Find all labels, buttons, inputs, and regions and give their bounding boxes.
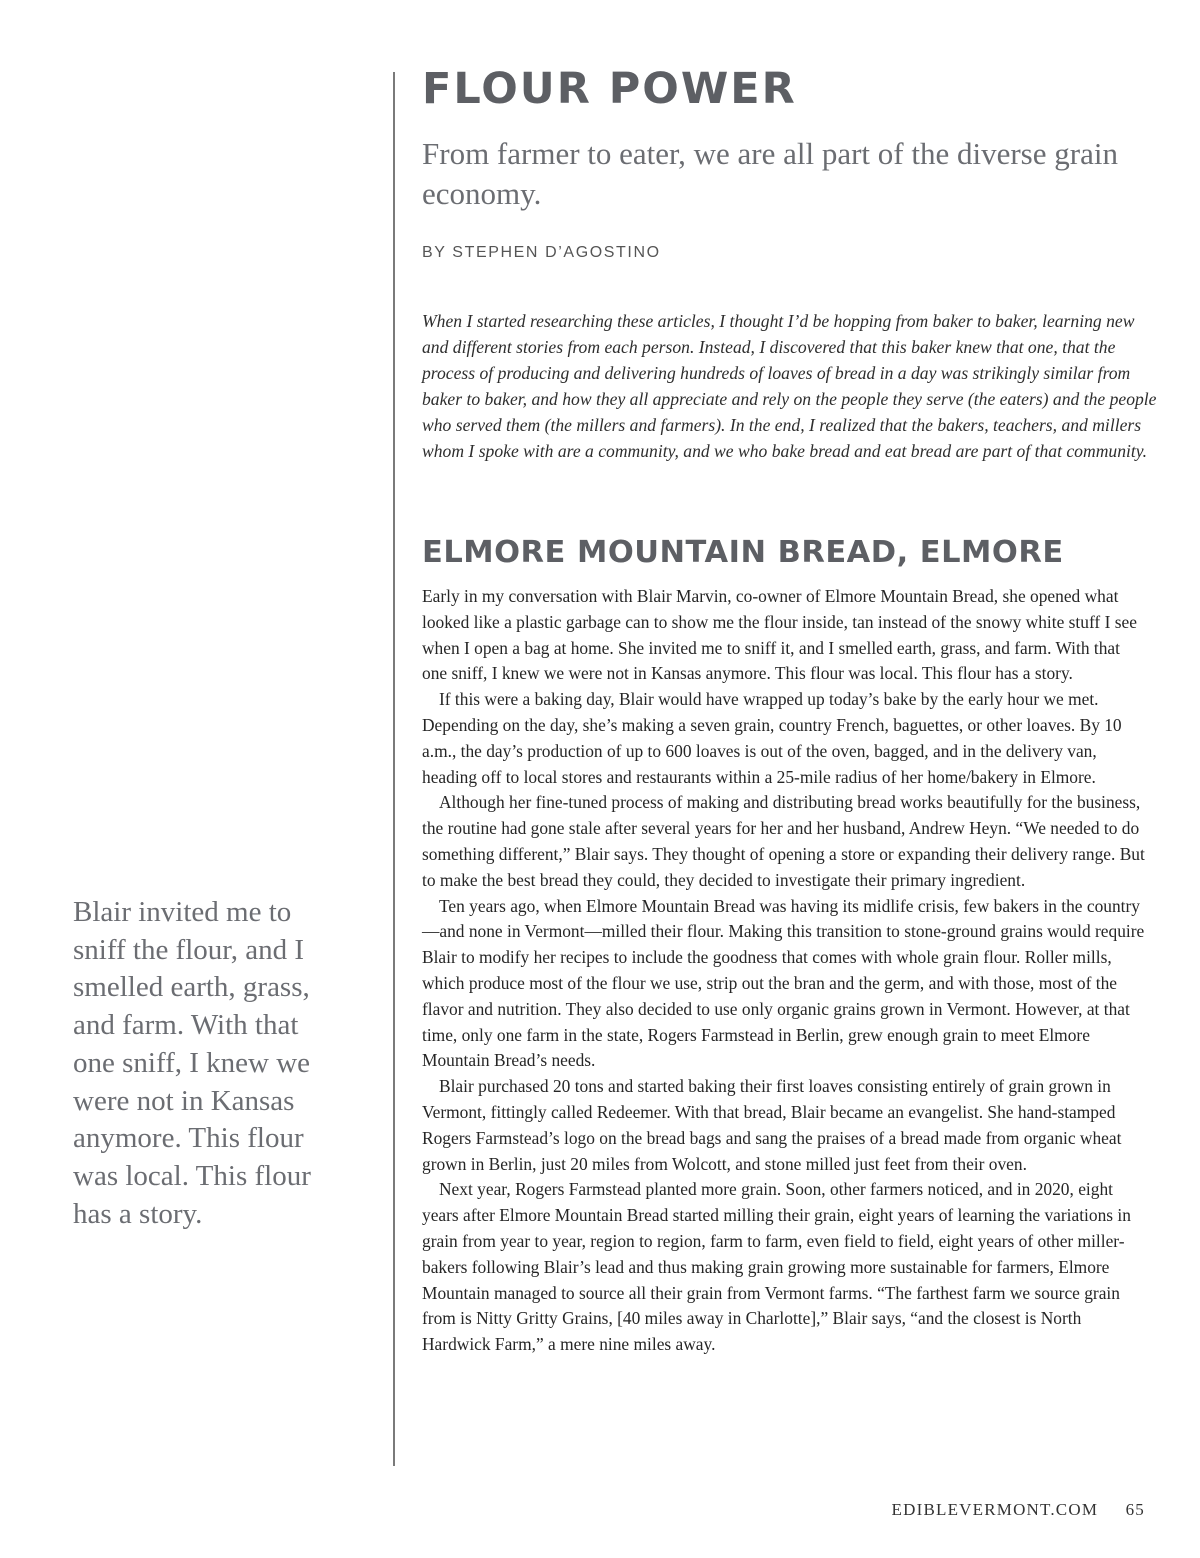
page-footer — [892, 1500, 1145, 1520]
body-paragraph: Ten years ago, when Elmore Mountain Bread was having its midlife crisis, few bakers in the country—and none in Vermont—milled their flour. Making this transition to stone-ground grains would require Blair to modify her recipes to include the goodness that comes with whole grain flour. Roller mills, which produce most of the flour we use, strip out the bran and the germ, and with those, most of the flavor and nutrition. They also decided to use only organic grains grown in Vermont. However, at that time, only one farm in the state, Rogers Farmstead in Berlin, grew enough grain to meet Elmore Mountain Bread’s needs. — [422, 895, 1145, 1071]
body-paragraph: Early in my conversation with Blair Marvin, co-owner of Elmore Mountain Bread, she opened what looked like a plastic garbage can to show me the flour inside, tan instead of the snowy white stuff I see when I open a bag at home. She invited me to sniff it, and I smelled earth, grass, and farm. With that one sniff, I knew we were not in Kansas anymore. This flour was local. This flour has a story. — [422, 586, 1137, 684]
body-paragraph: Next year, Rogers Farmstead planted more grain. Soon, other farmers noticed, and in 2020, eight years after Elmore Mountain Bread started milling their grain, eight years of learning the variations in grain from year to year, region to region, farm to farm, even field to field, eight years of other miller-bakers following Blair’s lead and thus making grain growing more sustainable for farmers, Elmore Mountain managed to source all their grain from Vermont farms. “The farthest farm we source grain from is Nitty Gritty Grains, [40 miles away in Charlotte],” Blair says, “and the closest is North Hardwick Farm,” a mere nine miles away. — [422, 1179, 1131, 1355]
column-divider-rule — [393, 72, 395, 1466]
article-byline: BY STEPHEN D’AGOSTINO — [422, 244, 661, 261]
pull-quote: Blair invited me to sniff the flour, and I smelled earth, grass, and farm. With that one sniff, I knew we were not in Kansas anymore. This flour was local. This flour has a story. — [73, 896, 311, 1230]
body-paragraph: Although her fine-tuned process of making and distributing bread works beautifully for the business, the routine had gone stale after several years for her and her husband, Andrew Heyn. “We needed to do something different,” Blair says. They thought of opening a store or expanding their delivery range. But to make the best bread they could, they decided to investigate their primary ingredient. — [422, 792, 1145, 890]
body-paragraph: Blair purchased 20 tons and started baking their first loaves consisting entirely of grain grown in Vermont, fittingly called Redeemer. With that bread, Blair became an evangelist. She hand-stamped Rogers Farmstead’s logo on the bread bags and sang the praises of a bread made from organic wheat grown in Berlin, just 20 miles from Wolcott, and stone milled just feet from their oven. — [422, 1076, 1122, 1174]
article-dek: From farmer to eater, we are all part of the diverse grain economy. — [422, 136, 1118, 211]
section-heading: ELMORE MOUNTAIN BREAD, ELMORE — [422, 535, 1064, 570]
article-headline: FLOUR POWER — [422, 64, 797, 114]
article-body — [422, 584, 1148, 1358]
article-intro: When I started researching these articles, I thought I’d be hopping from baker to baker, learning new and different stories from each person. Instead, I discovered that this baker knew that one, that the process of producing and delivering hundreds of loaves of bread in a day was strikingly similar from baker to baker, and how they all appreciate and rely on the people they serve (the eaters) and the people who served them (the millers and farmers). In the end, I realized that the bakers, teachers, and millers whom I spoke with are a community, and we who bake bread and eat bread are part of that community. — [422, 311, 1157, 461]
page-number: 65 — [1125, 1500, 1145, 1519]
body-paragraph: If this were a baking day, Blair would have wrapped up today’s bake by the early hour we met. Depending on the day, she’s making a seven grain, country French, baguettes, or other loaves. By 10 a.m., the day’s production of up to 600 loaves is out of the oven, bagged, and in the delivery van, heading off to local stores and restaurants within a 25-mile radius of her home/bakery in Elmore. — [422, 689, 1122, 787]
footer-site-name: EDIBLEVERMONT.COM — [891, 1500, 1099, 1519]
